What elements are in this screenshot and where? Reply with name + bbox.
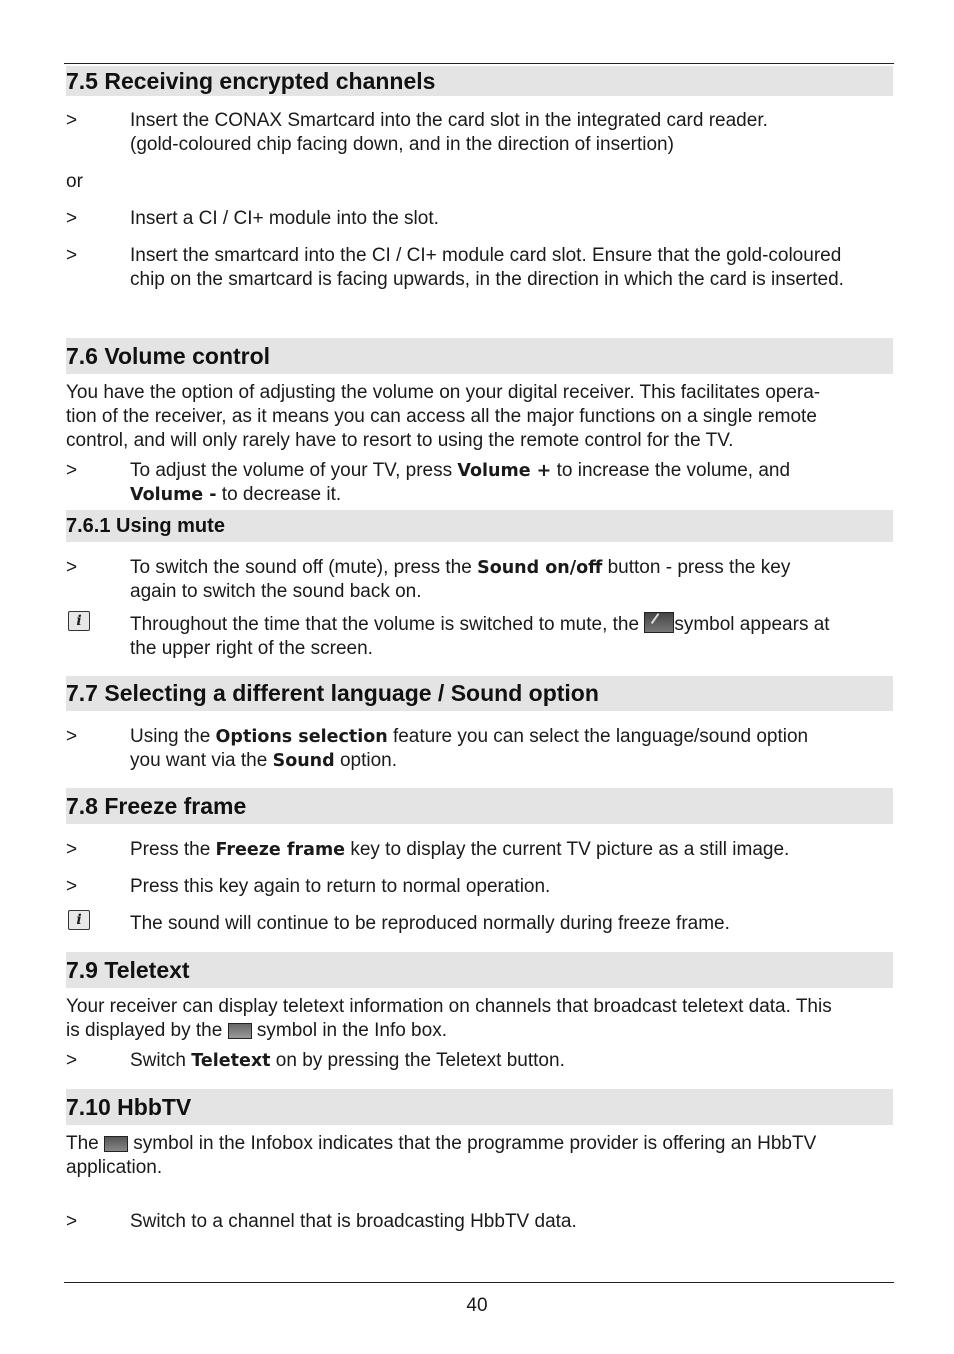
section-header-7-5 [66, 66, 893, 96]
bullet-marker: > [66, 1050, 78, 1071]
section-title: 7.8 Freeze frame [66, 792, 247, 819]
section-title: 7.10 HbbTV [66, 1093, 192, 1120]
section-header-7-9 [66, 952, 893, 988]
note-text: The sound will continue to be reproduced normally during freeze frame. [130, 913, 730, 934]
bullet-marker: > [66, 726, 78, 747]
bullet-marker: > [66, 557, 78, 578]
section-header-7-10 [66, 1089, 893, 1125]
bullet-text: To adjust the volume of your TV, press Volume + to increase the volume, and Volume - to decrease it. [130, 460, 791, 505]
bullet-text: Press the Freeze frame key to display the current TV picture as a still image. [130, 839, 790, 860]
key-label: Sound [272, 751, 335, 771]
section-title: 7.5 Receiving encrypted channels [66, 67, 436, 94]
key-label: Volume + [457, 461, 552, 481]
hbbtv-symbol-icon [104, 1136, 128, 1152]
section-title: 7.6 Volume control [66, 342, 271, 369]
bullet-text: To switch the sound off (mute), press the Sound on/off button - press the key again to switch the sound back on. [130, 557, 791, 602]
bullet-marker: > [66, 208, 78, 229]
bullet-marker: > [66, 110, 78, 131]
bullet-marker: > [66, 876, 78, 897]
paragraph: You have the option of adjusting the volume on your digital receiver. This facilitates opera- tion of the receiver, as it means you can access all the major functions on a single remote control, and will only rarely have to resort to using the remote control for the TV. [66, 382, 821, 451]
section-header-7-6 [66, 338, 893, 374]
bullet-marker: > [66, 1211, 78, 1232]
section-title: 7.6.1 Using mute [66, 514, 225, 537]
or-text: or [66, 171, 83, 192]
bullet-marker: > [66, 839, 78, 860]
bottom-rule [64, 1282, 894, 1283]
note-text: Throughout the time that the volume is switched to mute, the symbol appears at the upper right of the screen. [130, 614, 830, 659]
teletext-symbol-icon [228, 1023, 252, 1039]
bullet-text: Switch Teletext on by pressing the Teletext button. [130, 1050, 565, 1071]
key-label: Teletext [191, 1051, 271, 1071]
paragraph: Your receiver can display teletext information on channels that broadcast teletext data. This is displayed by the symbol in the Info box. [66, 996, 832, 1041]
top-rule [64, 63, 894, 64]
paragraph: The symbol in the Infobox indicates that the programme provider is offering an HbbTV application. [66, 1133, 817, 1178]
bullet-text: Switch to a channel that is broadcasting HbbTV data. [130, 1211, 577, 1232]
section-header-7-7 [66, 676, 893, 711]
info-note-icon: i [68, 910, 90, 930]
bullet-marker: > [66, 460, 78, 481]
bullet-text: Using the Options selection feature you can select the language/sound option you want via the Sound option. [130, 726, 809, 771]
key-label: Volume - [130, 485, 217, 505]
key-label: Freeze frame [215, 840, 346, 860]
bullet-text: Insert the CONAX Smartcard into the card slot in the integrated card reader. (gold-coloured chip facing down, and in the direction of insertion) [130, 110, 768, 155]
bullet-text: Insert a CI / CI+ module into the slot. [130, 208, 439, 229]
bullet-text: Press this key again to return to normal operation. [130, 876, 551, 897]
bullet-marker: > [66, 245, 78, 266]
section-title: 7.9 Teletext [66, 956, 190, 983]
info-note-icon: i [68, 611, 90, 631]
mute-symbol-icon [644, 612, 674, 633]
section-title: 7.7 Selecting a different language / Sound option [66, 680, 599, 706]
key-label: Options selection [215, 727, 388, 747]
bullet-text: Insert the smartcard into the CI / CI+ module card slot. Ensure that the gold-coloured chip on the smartcard is facing upwards, in the direction in which the card is inserted. [130, 245, 844, 290]
section-header-7-8 [66, 788, 893, 824]
page-number: 40 [466, 1295, 488, 1316]
section-header-7-6-1 [66, 510, 893, 542]
key-label: Sound on/off [477, 558, 603, 578]
